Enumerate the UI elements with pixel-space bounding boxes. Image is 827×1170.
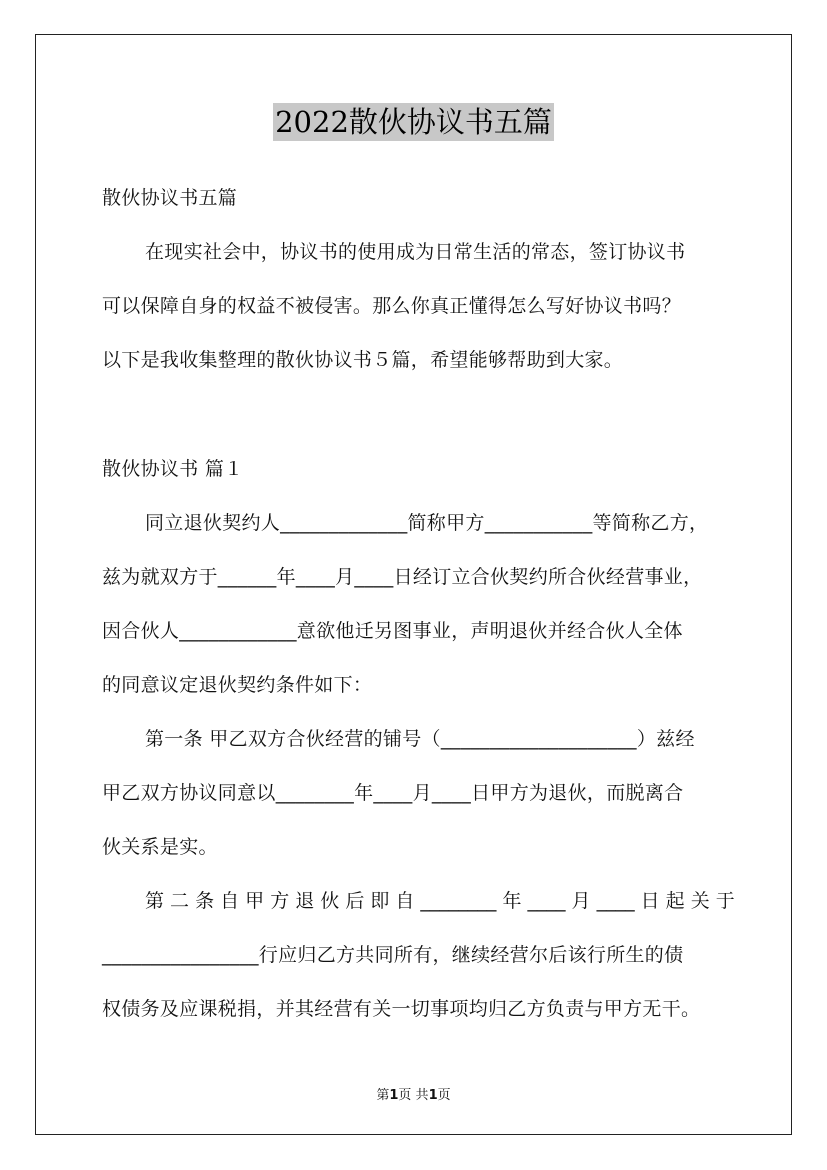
text-line: 第一条 甲乙双方合伙经营的铺号（____________________）兹经 <box>145 728 695 750</box>
text-line: 因合伙人____________意欲他迁另图事业，声明退伙并经合伙人全体 <box>102 620 683 642</box>
text-line: 甲乙双方协议同意以________年____月____日甲方为退伙，而脱离合 <box>102 782 684 804</box>
text-line: ________________行应归乙方共同所有，继续经营尔后该行所生的债 <box>102 944 684 966</box>
section-heading: 散伙协议书 篇１ <box>102 458 244 480</box>
text-line: 以下是我收集整理的散伙协议书５篇，希望能够帮助到大家。 <box>102 349 624 371</box>
text-line: 伙关系是实。 <box>102 836 218 858</box>
page-footer: 第1页 共1页 <box>376 1088 451 1103</box>
text-line: 可以保障自身的权益不被侵害。那么你真正懂得怎么写好协议书吗？ <box>102 295 682 317</box>
subtitle-line: 散伙协议书五篇 <box>102 187 238 209</box>
document-title: 2022散伙协议书五篇 <box>275 105 552 139</box>
text-line: 兹为就双方于______年____月____日经订立合伙契约所合伙经营事业， <box>102 566 703 588</box>
text-line: 第 二 条 自 甲 方 退 伙 后 即 自 ________ 年 ____ 月 ____ 日 起 关 于 <box>145 890 735 912</box>
text-line: 同立退伙契约人_____________简称甲方___________等简称乙方， <box>145 512 709 534</box>
text-line: 权债务及应课税捐，并其经营有关一切事项均归乙方负责与甲方无干。 <box>102 998 701 1020</box>
text-line: 的同意议定退伙契约条件如下： <box>102 674 373 696</box>
text-line: 在现实社会中，协议书的使用成为日常生活的常态，签订协议书 <box>145 241 686 263</box>
